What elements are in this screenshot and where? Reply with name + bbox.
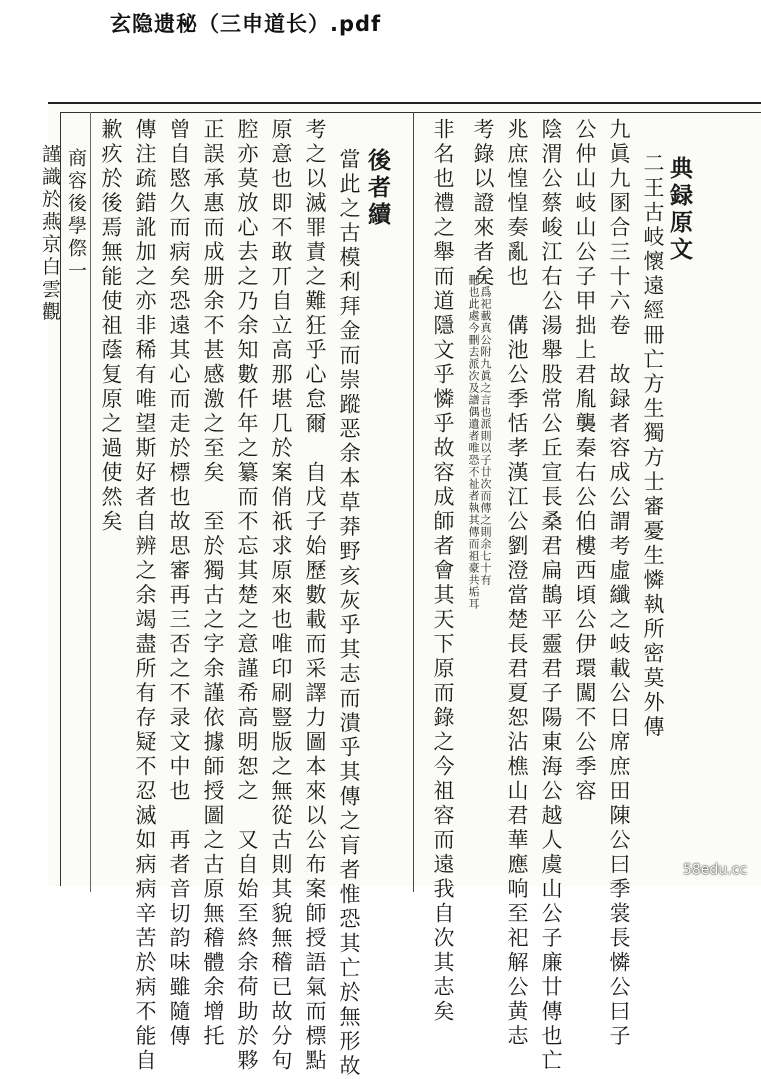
scanned-page: [39, 102, 761, 1079]
original-heading: 典録原文: [666, 156, 693, 264]
original-line-7: 非名也禮之舉而道隱文乎憐乎故容成師者會其天下原而錄之今祖容而遠我自次其志矣: [431, 118, 455, 1025]
signature-line-2: 謹識於燕京白雲觀: [39, 144, 61, 324]
column-divider: [413, 112, 414, 892]
original-line-6: 考錄以證來者矣: [471, 118, 495, 290]
original-line-5: 兆庶惶惶奏亂也 傋池公季恬孝漢江公劉澄當楚長君夏恕沾樵山君華應响至祀解公黄志: [505, 118, 529, 1049]
afterword-line-7: 傳注疏錯訛加之亦非稀有唯望斯好者自辨之余竭盡所有存疑不忍滅如病病辛苦於病不能自: [133, 118, 157, 1074]
afterword-line-4: 腔亦莫放心去之乃余知數仟年之纂而不忘其楚之意謹希高明恕之 又自始至終余荷助於夥: [235, 118, 259, 1074]
afterword-line-3: 原意也即不敢丌自立高那堪几於案俏祇求原來也唯印刷豎版之無從古則其貌無稽已故分句: [269, 118, 293, 1074]
original-line-2: 九眞九圂合三十六卷 故録者容成公謂考虛纖之岐載公日席庶田陳公曰季裳長憐公曰子: [607, 118, 631, 1049]
afterword-line-5: 正誤承惠而成册余不甚感激之至矣 至於獨古之字余謹依據師授圖之古原無稽體余增托: [201, 118, 225, 1049]
afterword-heading: 後者續: [364, 148, 391, 229]
afterword-line-1: 當此之古模利拜金而崇蹤恶余本草莽野亥灰乎其志而潰乎其傳之肓者惟恐其亡於無形故: [337, 148, 361, 1079]
signature-line-1: 商容後學傺一: [65, 148, 87, 283]
original-line-1: 二王古岐懷遠經冊亡方生獨方士審憂生憐執所密莫外傳: [641, 152, 665, 740]
inner-divider: [90, 112, 91, 892]
watermark: 58edu.cc: [682, 862, 747, 878]
document-title: 玄隐遗秘（三申道长）.pdf: [110, 12, 382, 36]
afterword-line-8: 歉疚於後焉無能使祖蔭复原之過使然矣: [99, 118, 123, 535]
sub-note-2: 刪也此處今刪去派次及譜偶遺者唯恐不祉者執其傳而祖豪共垢耳: [467, 274, 480, 610]
sub-note-1: 上爲祀載真公附九眞之言也派則以子廿次而傳之則余七十有: [479, 274, 492, 586]
original-line-4: 陰渭公蔡峻江右公湯舉股常公丘宣長桑君扁鵲平靈君子陽東海公越人虞山公子廉廿傳也亡: [539, 118, 563, 1074]
original-line-3: 公仲山岐山公子甲拙上君胤襲秦右公伯樓西頃公伊環闖不公季容: [573, 118, 597, 804]
afterword-line-2: 考之以滅罪責之難狂乎心怠爾 自戊子始歷數載而采譯力圖本來以公布案師授語氣而標點: [303, 118, 327, 1074]
afterword-line-6: 曾自愍久而病矣恐遠其心而走於標也故思審再三否之不录文中也 再者音切韵味雖隨傳: [167, 118, 191, 1049]
